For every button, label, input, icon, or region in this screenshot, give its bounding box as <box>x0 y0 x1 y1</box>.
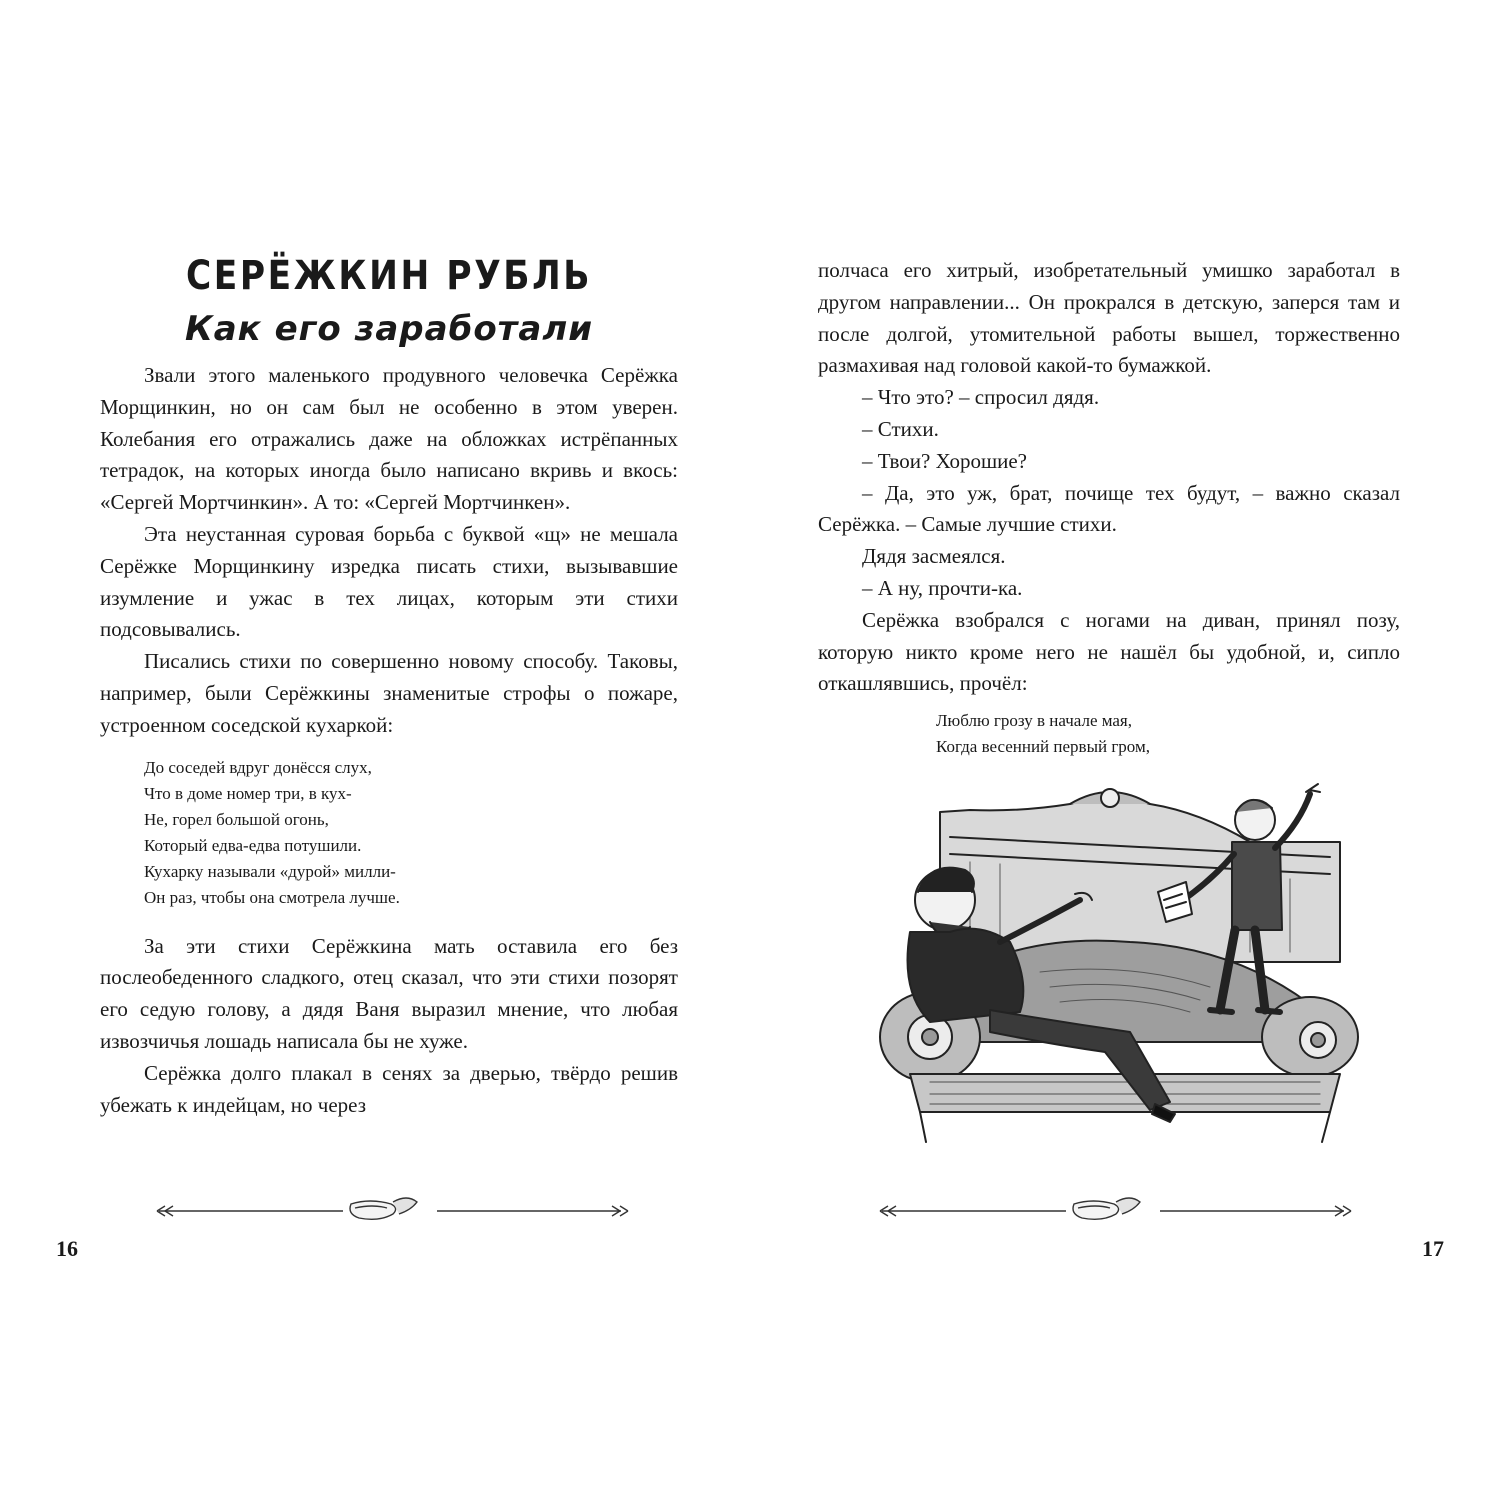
dialogue-line: – Твои? Хорошие? <box>862 448 1028 473</box>
poem-line: Люблю грозу в начале мая, <box>936 711 1132 731</box>
chapter-title: СЕРЁЖКИН РУБЛЬ <box>185 253 593 299</box>
paragraph: Звали этого маленького продувного человечка Серёжка Морщинкин, но он сам был не особенно в этом уверен. Колебания его отражались даже на обложках истрёпанных тетрадок, на которых иногда было написано вкривь и вкось: «Сергей Мортчинкин». А то: «Сергей Мортчинкен». <box>100 363 678 515</box>
poem-thunder <box>936 708 1400 760</box>
paragraph: Серёжка долго плакал в сенях за дверью, твёрдо решив убежать к индейцам, но через <box>100 1060 678 1117</box>
paragraph: Писались стихи по совершенно новому способу. Таковы, например, были Серёжкины знаменитые строфы о пожаре, устроенном соседской кухаркой: <box>100 649 678 737</box>
poem-line: До соседей вдруг донёсся слух, <box>144 757 372 777</box>
paragraph: Серёжка взобрался с ногами на диван, принял позу, которую никто кроме него не нашёл бы удобной, и, сипло откашлявшись, прочёл: <box>818 607 1400 696</box>
poem-line: Когда весенний первый гром, <box>936 737 1150 757</box>
paragraph: За эти стихи Серёжкина мать оставила его без послеобеденного сладкого, отец сказал, что эти стихи позорят его седую голову, а дядя Ваня выразил мнение, что любая извозчичья лошадь написала бы не хуже. <box>100 933 678 1053</box>
paragraph: Эта неустанная суровая борьба с буквой «щ» не мешала Серёжке Морщинкину изредка писать стихи, вызывавшие изумление и ужас в тех лицах, которым эти стихи подсовывались. <box>100 521 678 642</box>
dialogue-line: – Что это? – спросил дядя. <box>862 385 1100 410</box>
page-number-left: 16 <box>56 1236 78 1261</box>
page-number-right: 17 <box>1422 1236 1444 1261</box>
dialogue-line: – А ну, прочти-ка. <box>862 575 1023 600</box>
chapter-subtitle: Как его заработали <box>184 309 594 349</box>
poem-line: Не, горел большой огонь, <box>144 809 329 829</box>
poem-fire <box>144 755 678 911</box>
paragraph: Дядя засмеялся. <box>862 544 1006 569</box>
poem-line: Что в доме номер три, в кух- <box>144 783 352 803</box>
poem-line: Который едва-едва потушили. <box>144 835 362 855</box>
ornament-divider-right <box>878 1196 1353 1226</box>
dialogue-line: – Стихи. <box>862 416 939 441</box>
dialogue-line: – Да, это уж, брат, почище тех будут, – важно сказал Серёжка. – Самые лучшие стихи. <box>818 480 1400 537</box>
sofa-illustration <box>870 782 1360 1154</box>
poem-line: Он раз, чтобы она смотрела лучше. <box>144 887 400 907</box>
ornament-divider-left <box>155 1196 630 1226</box>
right-page <box>818 255 1400 760</box>
left-page <box>100 248 678 1121</box>
paragraph: полчаса его хитрый, изобретательный умишко заработал в другом направлении... Он прокрался в детскую, заперся там и после долгой, утомительной работы вышел, торжественно размахивая над головой какой-то бумажкой. <box>818 258 1400 378</box>
poem-line: Кухарку называли «дурой» милли- <box>144 861 396 881</box>
